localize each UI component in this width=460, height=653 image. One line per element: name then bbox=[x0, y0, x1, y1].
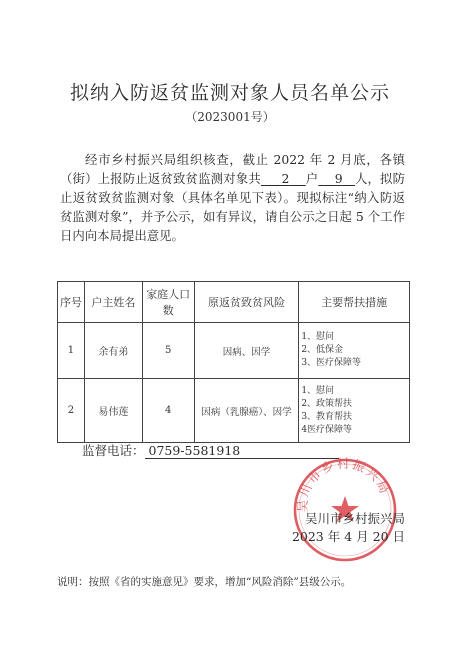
cell-family-size: 4 bbox=[142, 379, 194, 443]
persons-value: 9 bbox=[334, 171, 343, 186]
header-no: 序号 bbox=[58, 282, 85, 323]
monitoring-list-table bbox=[57, 281, 410, 443]
cell-name: 余有弟 bbox=[84, 323, 142, 379]
cell-risk: 因病、因学 bbox=[194, 323, 299, 379]
persons-count bbox=[318, 171, 355, 186]
cell-risk: 因病（乳腺癌）、因学 bbox=[194, 379, 299, 443]
cell-measures bbox=[299, 379, 410, 443]
cell-no: 1 bbox=[58, 323, 85, 379]
body-text-part2: 户 bbox=[305, 171, 319, 186]
table-row bbox=[58, 379, 410, 443]
measure-item: 3、教育帮扶 bbox=[301, 411, 353, 422]
households-value: 2 bbox=[281, 171, 290, 186]
footnote: 说明：按照《省的实施意见》要求，增加“风险消除”县级公示。 bbox=[57, 576, 352, 588]
header-name: 户主姓名 bbox=[84, 282, 142, 323]
cell-name: 易伟莲 bbox=[84, 379, 142, 443]
document-number: （2023001号） bbox=[185, 110, 275, 124]
measure-item: 2、低保金 bbox=[301, 345, 344, 355]
body-text-part3: 人，拟防止返贫致贫监测对象（具体名单见下表）。现拟标注“纳入防返贫监测对象”，并予公示，如有异议，请自公示之日起 5 个工作日内向本局提出意见。 bbox=[60, 171, 405, 243]
supervision-phone-number: 0759-5581918 bbox=[145, 443, 339, 459]
svg-text:吴川市乡村振兴局: 吴川市乡村振兴局 bbox=[294, 455, 394, 513]
header-risk: 原返贫致贫风险 bbox=[194, 282, 299, 323]
table-row bbox=[58, 323, 410, 379]
cell-no: 2 bbox=[58, 379, 85, 443]
table-header-row bbox=[58, 282, 410, 323]
cell-measures bbox=[299, 323, 410, 379]
measure-item: 4医疗保障等 bbox=[301, 424, 353, 435]
issuing-organization: 吴川市乡村振兴局 bbox=[304, 511, 405, 526]
header-measures: 主要帮扶措施 bbox=[299, 282, 410, 323]
measure-item: 3、医疗保障等 bbox=[301, 358, 362, 368]
announcement-body bbox=[60, 150, 405, 245]
measure-item: 1、慰问 bbox=[301, 332, 335, 342]
body-text-part1: 经市乡村振兴局组织核查，截止 2022 年 2 月底，各镇（街）上报防止返贫致贫监测对象共 bbox=[60, 152, 405, 186]
measure-item: 1、慰问 bbox=[301, 385, 335, 396]
measure-item: 2、政策帮扶 bbox=[301, 398, 353, 409]
cell-family-size: 5 bbox=[142, 323, 194, 379]
issue-date: 2023 年 4 月 20 日 bbox=[291, 529, 405, 544]
document-title: 拟纳入防返贫监测对象人员名单公示 bbox=[69, 82, 390, 104]
households-count bbox=[261, 171, 306, 186]
header-family-size: 家庭人口数 bbox=[142, 282, 194, 323]
supervision-label: 监督电话： bbox=[82, 443, 145, 458]
